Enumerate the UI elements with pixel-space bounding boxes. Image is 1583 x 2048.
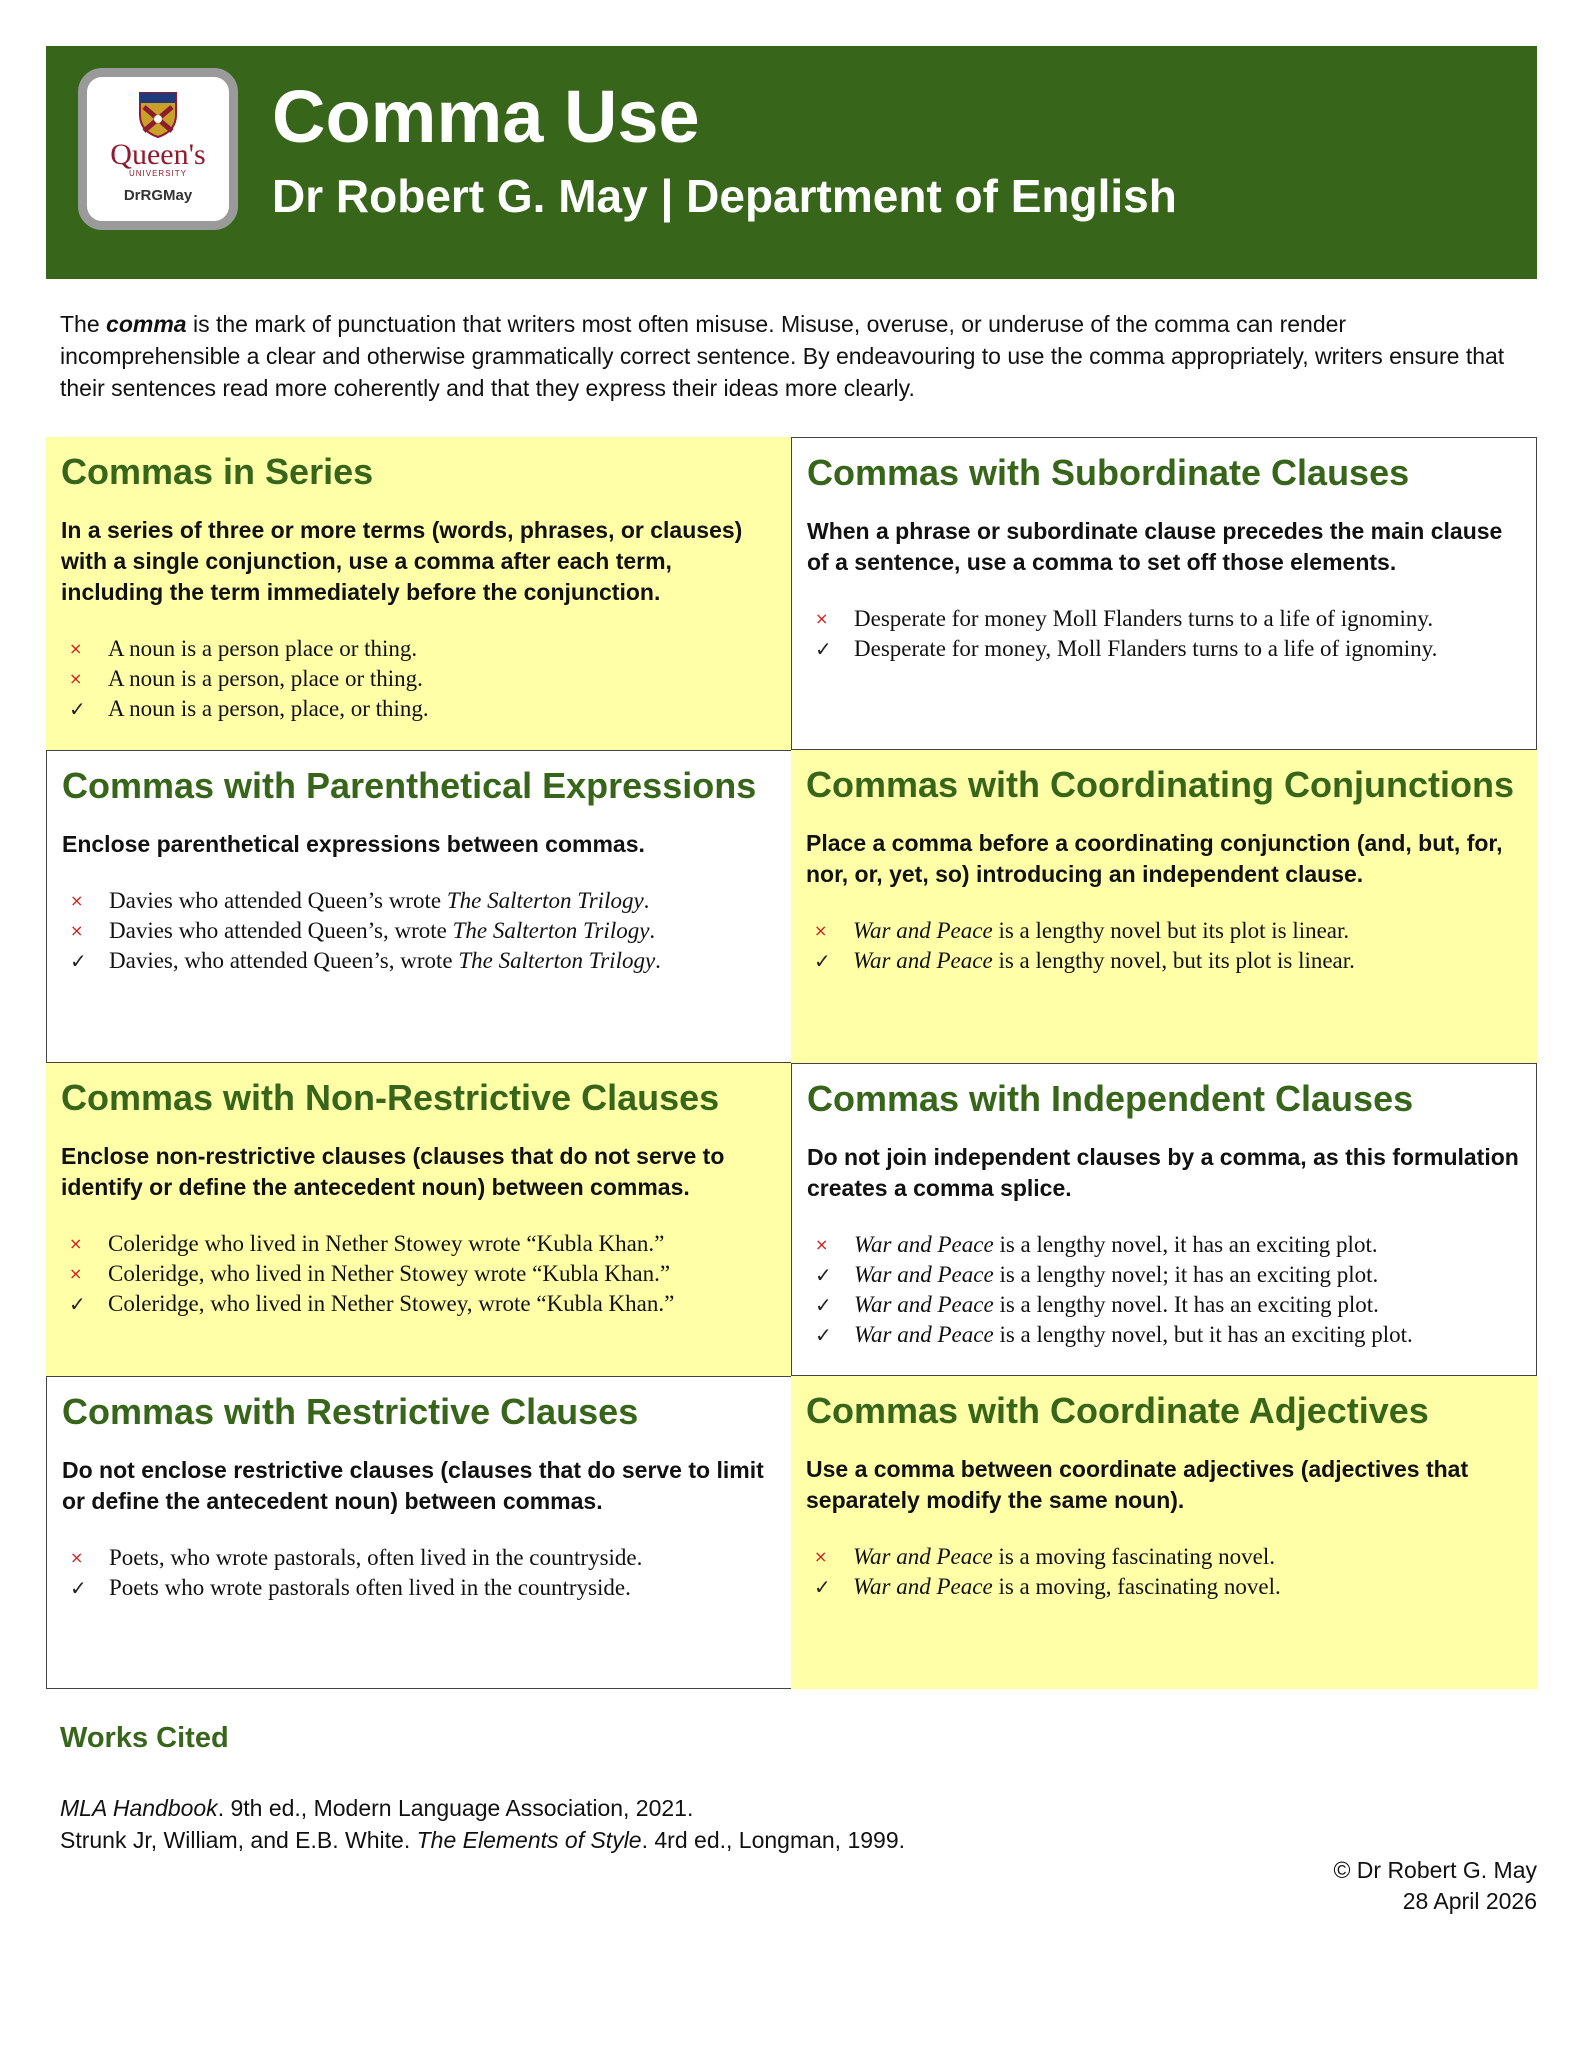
citation-title: MLA Handbook: [60, 1795, 218, 1821]
check-icon: ✓: [815, 1293, 832, 1317]
check-icon: ✓: [815, 1263, 832, 1287]
rule-section: [791, 750, 1537, 1063]
incorrect-example: [61, 1259, 777, 1289]
correct-example: [807, 1290, 1521, 1320]
section-rule: When a phrase or subordinate clause precedes the main clause of a sentence, use a comma to set off those elements.: [807, 518, 1503, 575]
correct-example: [61, 694, 777, 724]
example-title: War and Peace: [853, 1574, 993, 1599]
cross-icon: ×: [815, 1235, 829, 1254]
correct-example: [806, 1572, 1522, 1602]
check-icon: ✓: [70, 949, 87, 973]
section-title: Commas with Parenthetical Expressions: [62, 765, 757, 806]
example-text: is a lengthy novel. It has an exciting plot.: [993, 1292, 1379, 1317]
example-title: War and Peace: [853, 918, 993, 943]
example-title: The Salterton Trilogy: [458, 948, 656, 973]
example-text: .: [643, 888, 650, 913]
example-list: [806, 1542, 1522, 1602]
section-title: Commas with Subordinate Clauses: [807, 452, 1410, 493]
rule-section: [46, 750, 792, 1063]
rule-section: [46, 1063, 792, 1376]
correct-example: [62, 946, 776, 976]
example-text: is a lengthy novel; it has an exciting plot.: [993, 1262, 1379, 1287]
correct-example: [62, 1573, 776, 1603]
example-text: Desperate for money Moll Flanders turns to a life of ignominy.: [854, 606, 1434, 631]
rule-section: [791, 1376, 1537, 1689]
example-text: A noun is a person place or thing.: [108, 636, 418, 661]
page-subtitle: Dr Robert G. May | Department of English: [272, 170, 1177, 222]
copyright-date: 28 April 2026: [1402, 1888, 1537, 1914]
cross-icon: ×: [815, 609, 829, 628]
incorrect-example: [62, 1543, 776, 1573]
works-cited-title: Works Cited: [60, 1722, 229, 1754]
incorrect-example: [806, 1542, 1522, 1572]
example-list: [807, 604, 1521, 664]
section-title: Commas with Restrictive Clauses: [62, 1391, 639, 1432]
example-text: Coleridge, who lived in Nether Stowey, wrote “Kubla Khan.”: [108, 1291, 675, 1316]
example-title: War and Peace: [854, 1292, 994, 1317]
incorrect-example: [61, 664, 777, 694]
cross-icon: ×: [69, 639, 83, 658]
example-title: War and Peace: [853, 1544, 993, 1569]
section-title: Commas with Coordinate Adjectives: [806, 1390, 1429, 1431]
correct-example: [61, 1289, 777, 1319]
example-list: [62, 886, 776, 976]
incorrect-example: [807, 1230, 1521, 1260]
example-title: War and Peace: [854, 1262, 994, 1287]
section-rule: Do not enclose restrictive clauses (clauses that do serve to limit or define the antecedent noun) between commas.: [62, 1457, 764, 1514]
example-text: Poets who wrote pastorals often lived in the countryside.: [109, 1575, 631, 1600]
incorrect-example: [62, 886, 776, 916]
example-text: .: [649, 918, 656, 943]
cross-icon: ×: [70, 921, 84, 940]
example-list: [61, 1229, 777, 1319]
example-list: [62, 1543, 776, 1603]
incorrect-example: [62, 916, 776, 946]
section-title: Commas in Series: [61, 451, 374, 492]
example-text: is a lengthy novel, but it has an exciting plot.: [993, 1322, 1413, 1347]
queens-logo: [78, 68, 238, 230]
cross-icon: ×: [814, 1547, 828, 1566]
copyright-line: © Dr Robert G. May: [1333, 1857, 1537, 1883]
cross-icon: ×: [69, 1264, 83, 1283]
correct-example: [807, 634, 1521, 664]
example-title: War and Peace: [853, 948, 993, 973]
section-rule: Enclose non-restrictive clauses (clauses that do not serve to identify or define the antecedent noun) between commas.: [61, 1143, 725, 1200]
example-list: [806, 916, 1522, 976]
example-text: is a moving, fascinating novel.: [992, 1574, 1281, 1599]
cross-icon: ×: [814, 921, 828, 940]
page-title: Comma Use: [272, 75, 700, 158]
correct-example: [806, 946, 1522, 976]
example-text: Davies who attended Queen’s, wrote: [109, 918, 453, 943]
works-cited-list: [60, 1792, 905, 1856]
incorrect-example: [61, 634, 777, 664]
correct-example: [807, 1320, 1521, 1350]
intro-keyword: comma: [106, 311, 187, 337]
example-text: Coleridge who lived in Nether Stowey wrote “Kubla Khan.”: [108, 1231, 665, 1256]
example-text: .: [655, 948, 661, 973]
citation-text: . 9th ed., Modern Language Association, 2021.: [217, 1795, 694, 1821]
example-text: Davies, who attended Queen’s, wrote: [109, 948, 459, 973]
example-text: Davies who attended Queen’s wrote: [109, 888, 447, 913]
section-rule: Use a comma between coordinate adjectives (adjectives that separately modify the same noun).: [806, 1456, 1469, 1513]
correct-example: [807, 1260, 1521, 1290]
cross-icon: ×: [70, 1548, 84, 1567]
copyright-block: [1333, 1855, 1537, 1917]
cross-icon: ×: [69, 669, 83, 688]
example-text: A noun is a person, place, or thing.: [108, 696, 429, 721]
rule-section: [46, 1376, 792, 1689]
example-text: is a lengthy novel, it has an exciting plot.: [993, 1232, 1378, 1257]
section-rule: Do not join independent clauses by a comma, as this formulation creates a comma splice.: [807, 1144, 1519, 1201]
citation-entry: [60, 1792, 905, 1824]
example-title: War and Peace: [854, 1232, 994, 1257]
section-title: Commas with Coordinating Conjunctions: [806, 764, 1514, 805]
example-text: is a lengthy novel, but its plot is linear.: [992, 948, 1355, 973]
example-text: Coleridge, who lived in Nether Stowey wrote “Kubla Khan.”: [108, 1261, 671, 1286]
section-rule: Place a comma before a coordinating conjunction (and, but, for, nor, or, yet, so) introducing an independent clause.: [806, 830, 1503, 887]
logo-username: DrRGMay: [123, 187, 193, 204]
section-rule: In a series of three or more terms (words, phrases, or clauses) with a single conjunction, use a comma after each term, including the term immediately before the conjunction.: [61, 517, 743, 605]
check-icon: ✓: [69, 1292, 86, 1316]
example-title: War and Peace: [854, 1322, 994, 1347]
citation-entry: [60, 1824, 905, 1856]
incorrect-example: [806, 916, 1522, 946]
incorrect-example: [61, 1229, 777, 1259]
citation-text: Strunk Jr, William, and E.B. White.: [60, 1827, 417, 1853]
section-rule: Enclose parenthetical expressions between commas.: [62, 831, 645, 857]
citation-text: . 4rd ed., Longman, 1999.: [641, 1827, 906, 1853]
check-icon: ✓: [815, 637, 832, 661]
citation-title: The Elements of Style: [416, 1827, 642, 1853]
check-icon: ✓: [815, 1323, 832, 1347]
rule-section: [46, 437, 792, 750]
example-title: The Salterton Trilogy: [446, 888, 644, 913]
intro-paragraph: [60, 308, 1530, 404]
example-text: is a lengthy novel but its plot is linear.: [992, 918, 1350, 943]
check-icon: ✓: [814, 949, 831, 973]
header-banner: [46, 46, 1537, 279]
logo-university: UNIVERSITY: [128, 169, 187, 178]
section-title: Commas with Independent Clauses: [807, 1078, 1414, 1119]
example-text: Poets, who wrote pastorals, often lived in the countryside.: [109, 1545, 643, 1570]
cross-icon: ×: [70, 891, 84, 910]
queens-crest-icon: [136, 89, 180, 139]
intro-lead: The: [60, 311, 107, 337]
incorrect-example: [807, 604, 1521, 634]
check-icon: ✓: [69, 697, 86, 721]
section-title: Commas with Non-Restrictive Clauses: [61, 1077, 720, 1118]
example-text: A noun is a person, place or thing.: [108, 666, 423, 691]
check-icon: ✓: [70, 1576, 87, 1600]
cross-icon: ×: [69, 1234, 83, 1253]
logo-wordmark: Queen's: [110, 138, 206, 171]
rule-section: [791, 437, 1537, 750]
example-text: Desperate for money, Moll Flanders turns to a life of ignominy.: [854, 636, 1438, 661]
rule-section: [791, 1063, 1537, 1376]
example-title: The Salterton Trilogy: [452, 918, 650, 943]
check-icon: ✓: [814, 1575, 831, 1599]
example-list: [61, 634, 777, 724]
example-list: [807, 1230, 1521, 1350]
intro-text: is the mark of punctuation that writers most often misuse. Misuse, overuse, or underuse of the comma can render incomprehensible a clear and otherwise grammatically correct sentence. By endeavouring to use the comma appropriately, writers ensure that their sentences read more coherently and that they express their ideas more clearly.: [60, 311, 1505, 401]
example-text: is a moving fascinating novel.: [992, 1544, 1276, 1569]
